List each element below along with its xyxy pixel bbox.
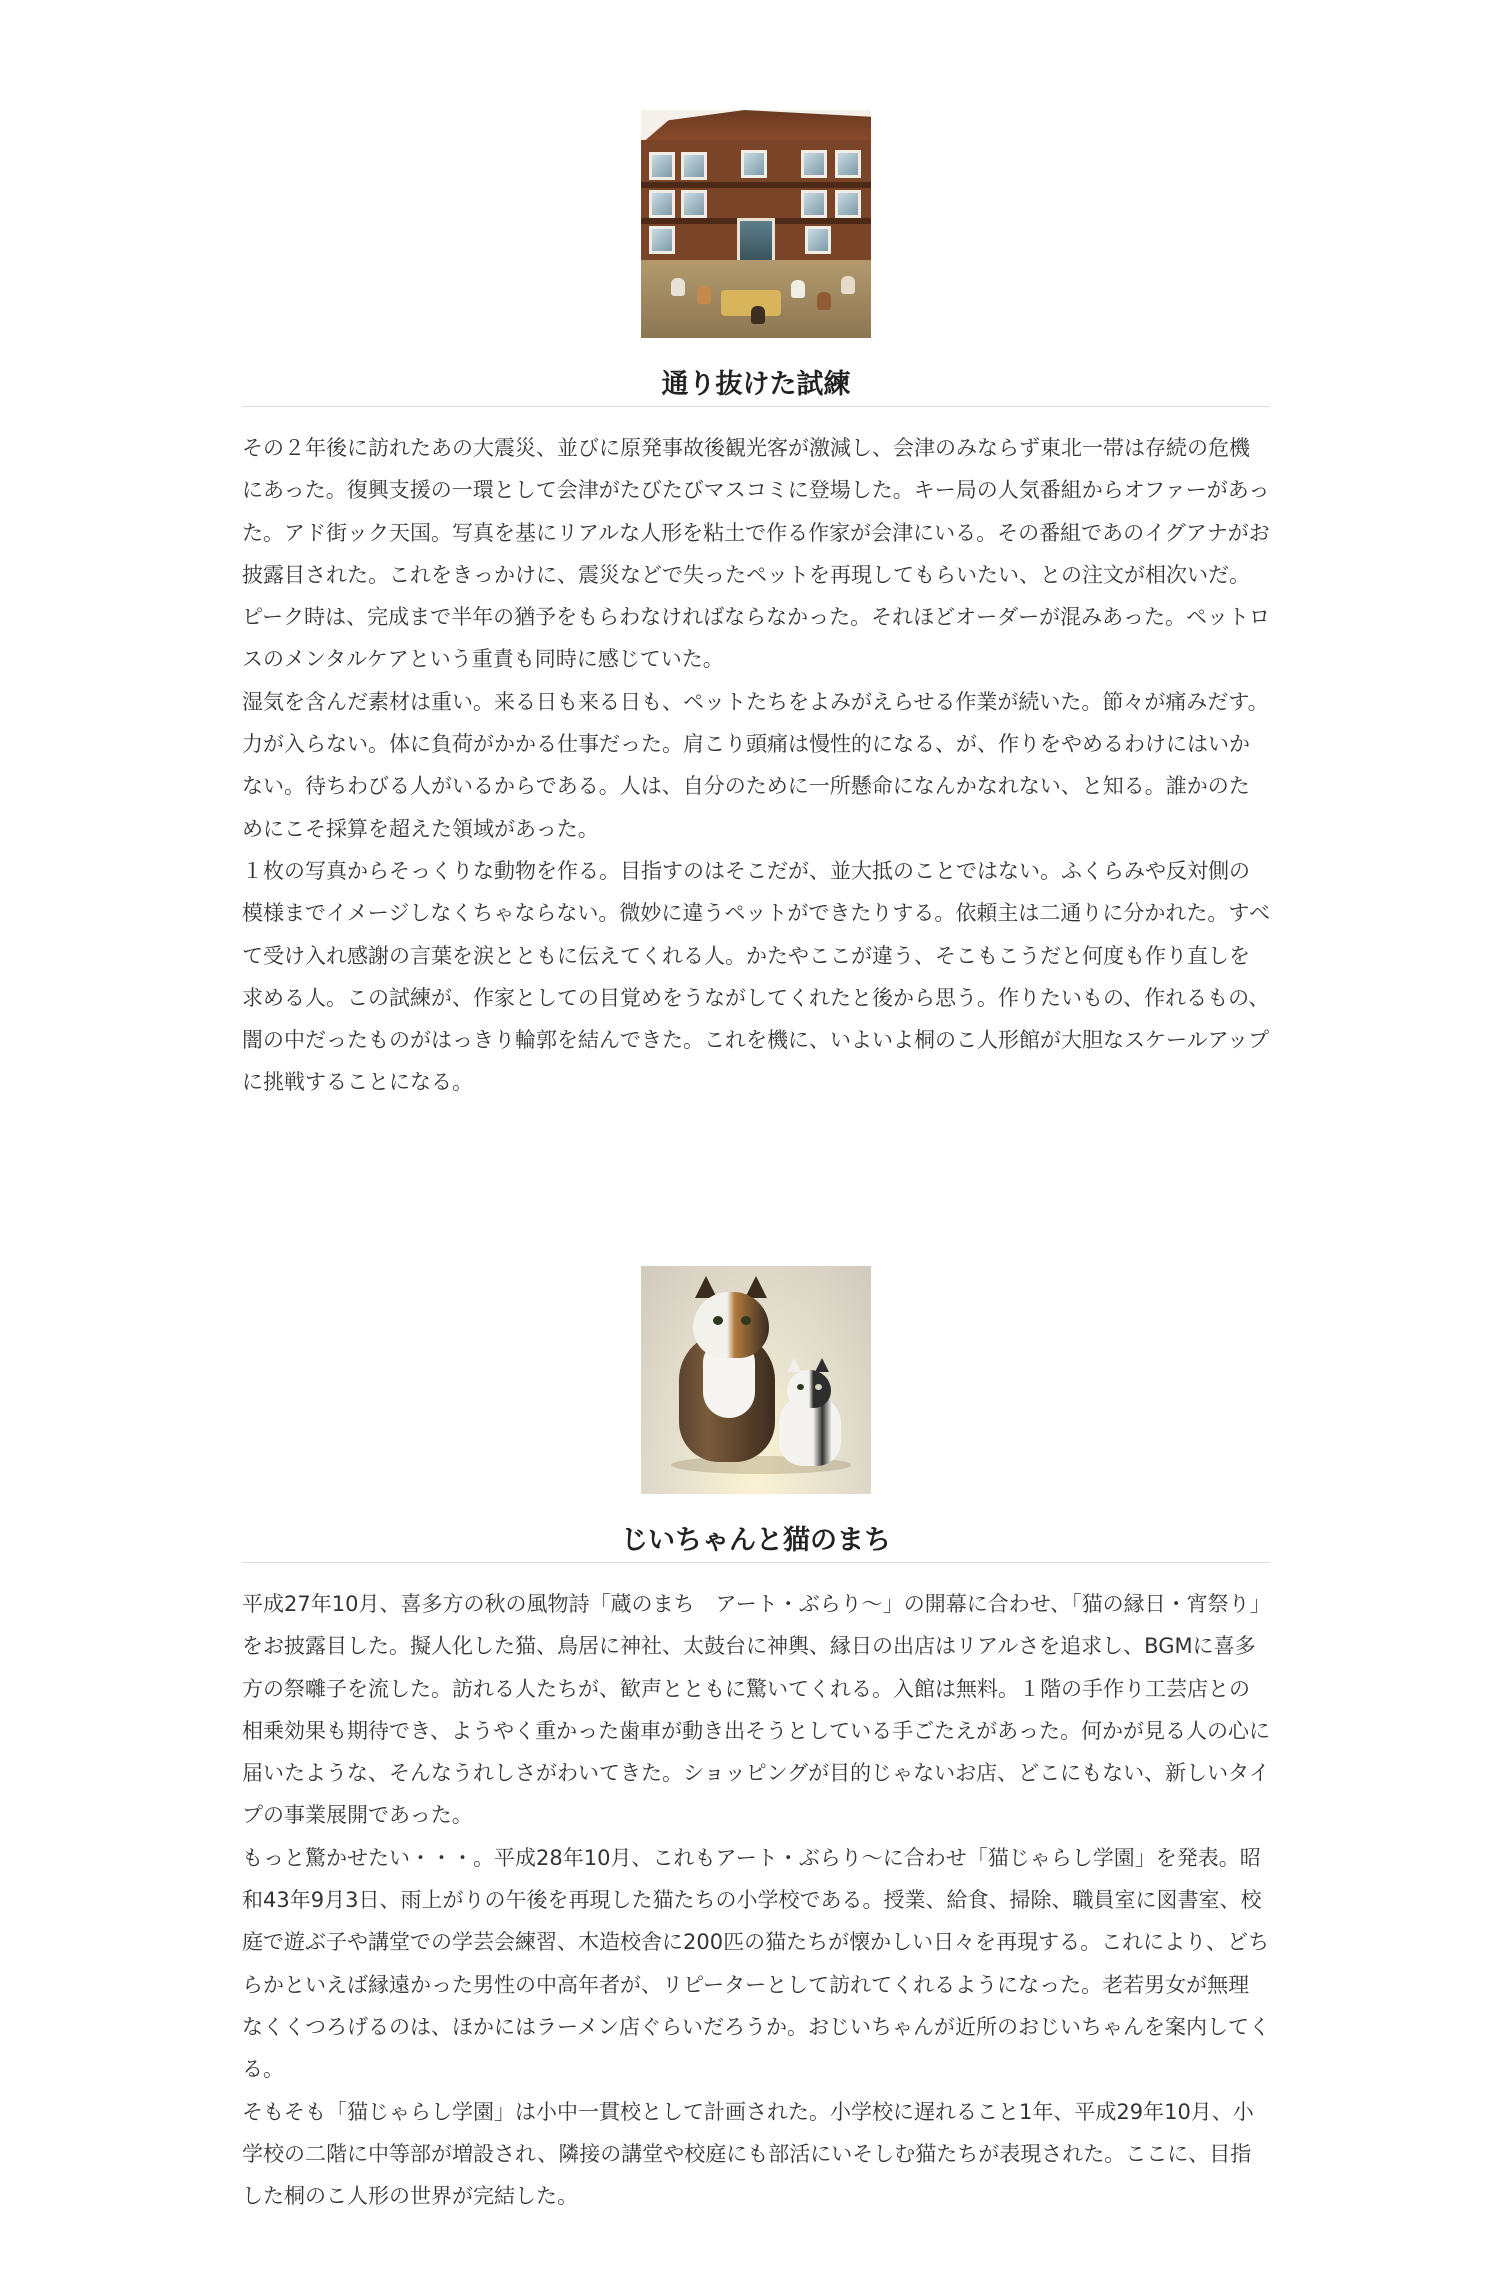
window [801,190,827,218]
window [649,226,675,254]
doll-house-photo [641,110,871,338]
section-body [242,427,1270,1104]
figurine [671,278,685,296]
cat-figurines-photo [641,1266,871,1494]
floor-divider [641,182,871,188]
kitten-head [787,1370,831,1408]
window [835,190,861,218]
paragraph: 平成27年10月、喜多方の秋の風物詩「蔵のまち アート・ぶらり～」の開幕に合わせ、「猫の縁日・宵祭り」をお披露目した。擬人化した猫、鳥居に神社、太鼓台に神輿、縁日の出店はリアルさを追求し、BGMに喜多方の祭囃子を流した。訪れる人たちが、歓声とともに驚いてくれる。入館は無料。１階の手作り工芸店との相乗効果も期待でき、ようやく重かった歯車が動き出そうとしている手ごたえがあった。何かが見る人の心に届いたような、そんなうれしさがわいてきた。ショッピングが目的じゃないお店、どこにもない、新しいタイプの事業展開であった。 [242,1592,1270,1828]
section-body [242,1583,1270,2217]
window [805,226,831,254]
window [649,190,675,218]
kitten-ear [787,1358,801,1372]
figurine [751,306,765,324]
paragraph: もっと驚かせたい・・・。平成28年10月、これもアート・ぶらり～に合わせ「猫じゃらし学園」を発表。昭和43年9月3日、雨上がりの午後を再現した猫たちの小学校である。授業、給食、掃除、職員室に図書室、校庭で遊ぶ子や講堂での学芸会練習、木造校舎に200匹の猫たちが懐かしい日々を再現する。これにより、どちらかといえば縁遠かった男性の中高年者が、リピーターとして訪れてくれるようになった。老若男女が無理なくくつろげるのは、ほかにはラーメン店ぐらいだろうか。おじいちゃんが近所のおじいちゃんを案内してくる。 [242,1845,1270,2082]
paragraph: １枚の写真からそっくりな動物を作る。目指すのはそこだが、並大抵のことではない。ふくらみや反対側の模様までイメージしなくちゃならない。微妙に違うペットができたりする。依頼主は二通りに分かれた。すべて受け入れ感謝の言葉を涙とともに伝えてくれる人。かたやここが違う、そこもこうだと何度も作り直しを求める人。この試練が、作家としての目覚めをうながしてくれたと後から思う。作りたいもの、作れるもの、闇の中だったものがはっきり輪郭を結んできた。これを機に、いよいよ桐のこ人形館が大胆なスケールアップに挑戦することになる。 [242,858,1270,1095]
kitten-eye [797,1384,804,1390]
figurine [697,286,711,304]
kitten-ear [815,1358,829,1372]
window [801,150,827,178]
section-heading: 通り抜けた試練 [242,368,1270,407]
section-heading: じいちゃんと猫のまち [242,1524,1270,1563]
figurine [791,280,805,298]
kitten-eye [815,1384,822,1390]
roof-shape [641,110,871,144]
window [681,152,707,180]
window [741,150,767,178]
article-section-cat-town [242,1266,1270,2217]
window [681,190,707,218]
article-section-trial [242,110,1270,1104]
cat-eye [713,1316,723,1325]
paragraph: そもそも「猫じゃらし学園」は小中一貫校として計画された。小学校に遅れること1年、平成29年10月、小学校の二階に中等部が増設され、隣接の講堂や校庭にも部活にいそしむ猫たちが表現された。ここに、目指した桐のこ人形の世界が完結した。 [242,2099,1254,2209]
window [835,150,861,178]
figurine [817,292,831,310]
cat-head [693,1292,769,1358]
paragraph: 湿気を含んだ素材は重い。来る日も来る日も、ペットたちをよみがえらせる作業が続いた。節々が痛みだす。力が入らない。体に負荷がかかる仕事だった。肩こり頭痛は慢性的になる、が、作りをやめるわけにはいかない。待ちわびる人がいるからである。人は、自分のために一所懸命になんかなれない、と知る。誰かのためにこそ採算を超えた領域があった。 [242,689,1269,841]
figurine [841,276,855,294]
paragraph: その２年後に訪れたあの大震災、並びに原発事故後観光客が激減し、会津のみならず東北一帯は存続の危機にあった。復興支援の一環として会津がたびたびマスコミに登場した。キー局の人気番組からオファーがあった。アド街ック天国。写真を基にリアルな人形を粘土で作る作家が会津にいる。その番組であのイグアナがお披露目された。これをきっかけに、震災などで失ったペットを再現してもらいたい、との注文が相次いだ。ピーク時は、完成まで半年の猶予をもらわなければならなかった。それほどオーダーが混みあった。ペットロスのメンタルケアという重責も同時に感じていた。 [242,436,1270,672]
cat-eye [741,1316,751,1325]
window [649,152,675,180]
